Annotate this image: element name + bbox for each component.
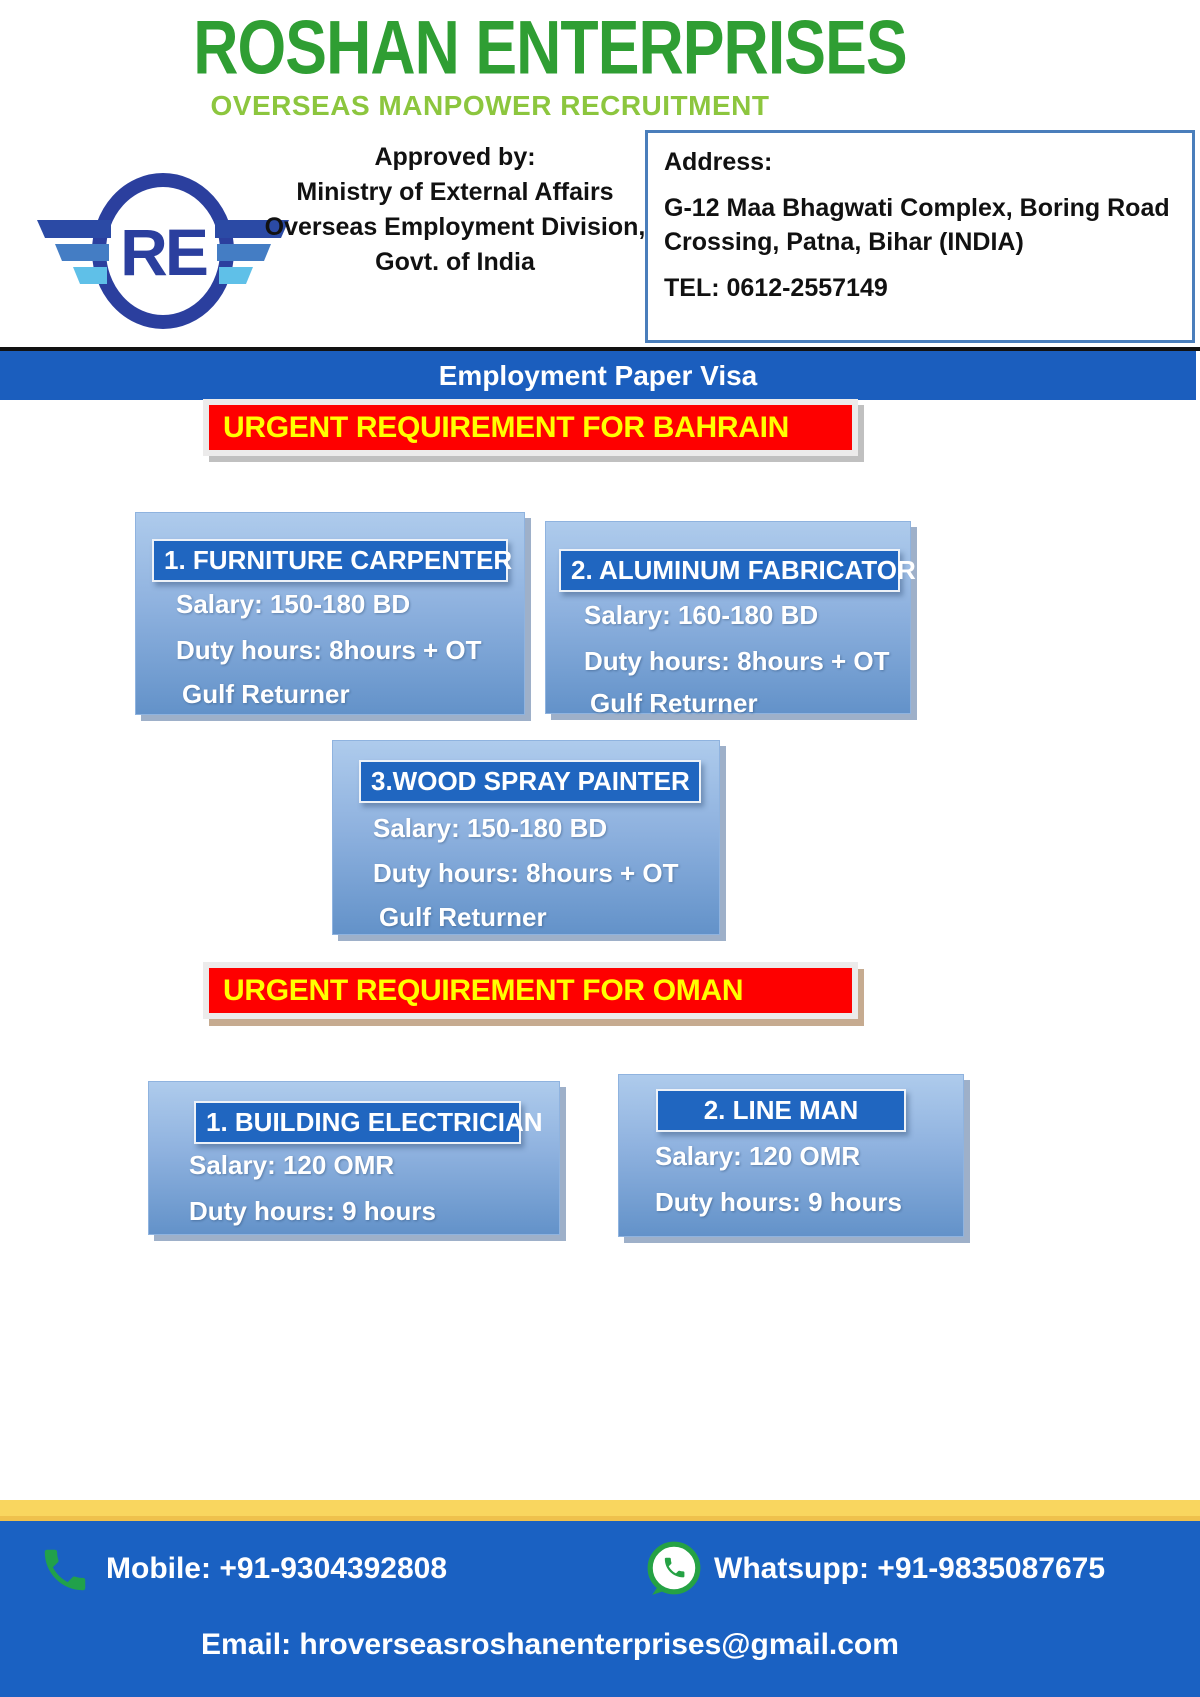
email-address: hroverseasroshanenterprises@gmail.com [299, 1628, 899, 1661]
address-box [645, 130, 1195, 343]
job-salary: Salary: 160-180 BD [584, 600, 819, 630]
job-note: Gulf Returner [590, 688, 758, 718]
job-card-furniture-carpenter [135, 512, 525, 715]
banner-oman [203, 962, 858, 1019]
footer [0, 1521, 1200, 1697]
email-line [0, 1628, 1100, 1662]
job-duty-hours: Duty hours: 9 hours [655, 1187, 903, 1217]
whatsapp-number: Whatsupp: +91-9835087675 [714, 1552, 1106, 1585]
job-title: 2. ALUMINUM FABRICATOR [559, 549, 900, 592]
whatsapp-icon [645, 1539, 703, 1597]
job-duty-hours: Duty hours: 9 hours [189, 1196, 437, 1226]
job-title: 1. BUILDING ELECTRICIAN [194, 1101, 521, 1144]
footer-gold-band [0, 1500, 1200, 1521]
address-label: Address: [664, 148, 773, 176]
job-duty-hours: Duty hours: 8hours + OT [584, 646, 890, 676]
job-salary: Salary: 150-180 BD [373, 813, 608, 843]
visa-type-bar: Employment Paper Visa [0, 351, 1196, 400]
job-salary: Salary: 120 OMR [655, 1141, 861, 1171]
job-duty-hours: Duty hours: 8hours + OT [176, 635, 482, 665]
company-subtitle: OVERSEAS MANPOWER RECRUITMENT [210, 90, 770, 121]
banner-oman-text: URGENT REQUIREMENT FOR OMAN [209, 968, 852, 1013]
approved-by-line: Ministry of External Affairs [296, 178, 614, 206]
email-label: Email: [201, 1628, 292, 1661]
job-card-aluminum-fabricator [545, 521, 916, 718]
approved-by-block [245, 140, 665, 280]
phone-icon [38, 1543, 92, 1597]
job-title: 1. FURNITURE CARPENTER [152, 539, 508, 582]
telephone-number: TEL: 0612-2557149 [664, 274, 888, 302]
job-note: Gulf Returner [379, 902, 547, 932]
approved-by-line: Approved by: [374, 143, 536, 171]
address-text: G-12 Maa Bhagwati Complex, Boring Road Crossing, Patna, Bihar (INDIA) [664, 194, 1170, 256]
job-duty-hours: Duty hours: 8hours + OT [373, 858, 679, 888]
banner-bahrain [203, 399, 858, 456]
job-card-wood-spray-painter [332, 740, 720, 935]
job-salary: Salary: 120 OMR [189, 1150, 395, 1180]
job-card-line-man [618, 1074, 964, 1237]
job-note: Gulf Returner [182, 679, 350, 709]
job-title: 2. LINE MAN [656, 1089, 906, 1132]
approved-by-line: Overseas Employment Division, [264, 213, 646, 241]
banner-bahrain-text: URGENT REQUIREMENT FOR BAHRAIN [209, 405, 852, 450]
mobile-number: Mobile: +91-9304392808 [106, 1552, 448, 1585]
approved-by-line: Govt. of India [375, 248, 535, 276]
job-card-building-electrician [148, 1081, 560, 1235]
company-title: ROSHAN ENTERPRISES [193, 5, 907, 91]
logo-monogram: RE [120, 215, 206, 289]
job-title: 3.WOOD SPRAY PAINTER [359, 760, 701, 803]
job-salary: Salary: 150-180 BD [176, 589, 411, 619]
